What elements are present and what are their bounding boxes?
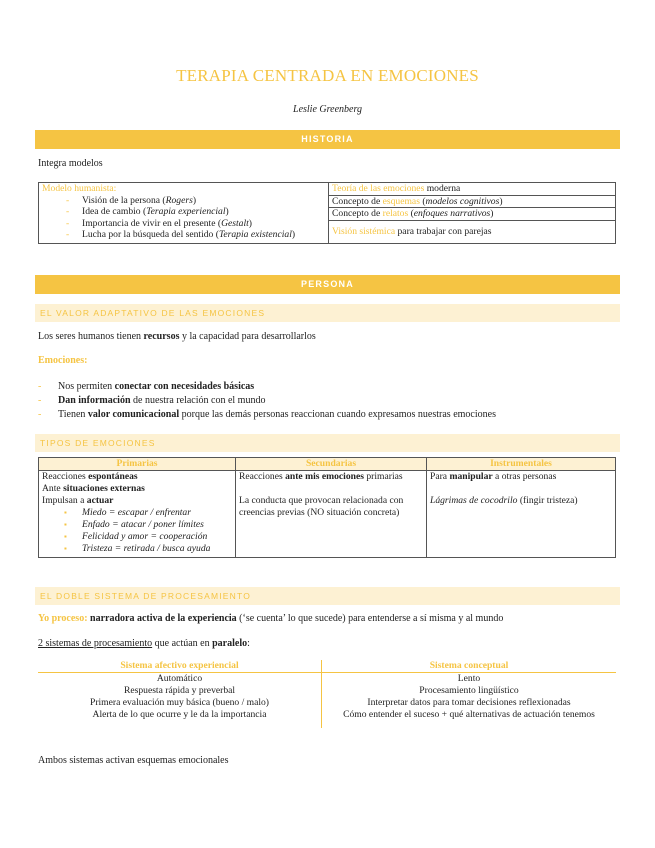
- humanista-item: - Visión de la persona (Rogers): [42, 195, 325, 207]
- right-cell: Teoría de las emociones moderna: [329, 183, 616, 196]
- afectivo-column: Sistema afectivo experiencial Automático Respuesta rápida y preverbal Primera evaluación muy básica (bueno / malo) Alerta de lo que ocurre y le da la importancia: [38, 660, 321, 721]
- page-title: TERAPIA CENTRADA EN EMOCIONES: [176, 66, 479, 85]
- recursos-line: Los seres humanos tienen recursos y la capacidad para desarrollarlos: [38, 331, 316, 342]
- right-cell: Concepto de relatos (enfoques narrativos): [329, 208, 616, 221]
- primarias-cell: Reacciones espontáneas Ante situaciones externas Impulsan a actuar ▪ Miedo = escapar / enfrentar ▪ Enfado = atacar / poner límites ▪ Felicidad y amor = cooperación ▪ Tristeza = retirada / busca ayuda: [39, 471, 236, 558]
- emociones-label: Emociones:: [38, 355, 88, 366]
- primaria-item: ▪ Miedo = escapar / enfrentar: [42, 507, 232, 519]
- col-header-secundarias: Secundarias: [236, 458, 427, 471]
- conceptual-title: Sistema conceptual: [322, 660, 616, 673]
- emotion-types-table: [38, 457, 616, 558]
- models-table: [38, 182, 616, 244]
- section-bar-historia: HISTORIA: [35, 130, 620, 149]
- right-cell: Concepto de esquemas (modelos cognitivos): [329, 195, 616, 208]
- subheading-doble-sistema: EL DOBLE SISTEMA DE PROCESAMIENTO: [35, 587, 620, 605]
- col-header-instrumentales: Instrumentales: [427, 458, 616, 471]
- secundarias-cell: Reacciones ante mis emociones primarias La conducta que provocan relacionada con creencias previas (NO situación concreta): [236, 471, 427, 558]
- right-cell: Visión sistémica para trabajar con parejas: [329, 220, 616, 243]
- instrumentales-cell: Para manipular a otras personas Lágrimas de cocodrilo (fingir tristeza): [427, 471, 616, 558]
- humanista-item: - Importancia de vivir en el presente (Gestalt): [42, 218, 325, 230]
- humanista-title: Modelo humanista:: [42, 183, 117, 194]
- primaria-item: ▪ Felicidad y amor = cooperación: [42, 531, 232, 543]
- footer-note: Ambos sistemas activan esquemas emocionales: [38, 755, 229, 766]
- afectivo-title: Sistema afectivo experiencial: [38, 660, 321, 673]
- historia-intro: Integra modelos: [38, 158, 103, 169]
- primaria-item: ▪ Tristeza = retirada / busca ayuda: [42, 543, 232, 555]
- author: Leslie Greenberg: [293, 104, 362, 115]
- primaria-item: ▪ Enfado = atacar / poner límites: [42, 519, 232, 531]
- section-bar-persona: PERSONA: [35, 275, 620, 294]
- conceptual-column: Sistema conceptual Lento Procesamiento lingüístico Interpretar datos para tomar decisiones reflexionadas Cómo entender el suceso + qué alternativas de actuación tenemos: [322, 660, 616, 721]
- emociones-bullet: - Tienen valor comunicacional porque las demás personas reaccionan cuando expresamos nuestras emociones: [58, 409, 496, 420]
- humanista-item: - Idea de cambio (Terapia experiencial): [42, 206, 325, 218]
- dos-sistemas-line: 2 sistemas de procesamiento que actúan en paralelo:: [38, 638, 250, 649]
- yo-proceso-line: Yo proceso: narradora activa de la experiencia (‘se cuenta’ lo que sucede) para entenderse a sí misma y al mundo: [38, 613, 504, 624]
- subheading-valor-adaptativo: EL VALOR ADAPTATIVO DE LAS EMOCIONES: [35, 304, 620, 322]
- emociones-bullet: - Dan información de nuestra relación con el mundo: [58, 395, 265, 406]
- emociones-bullet: - Nos permiten conectar con necesidades básicas: [58, 381, 254, 392]
- col-header-primarias: Primarias: [39, 458, 236, 471]
- humanista-cell: [39, 183, 329, 244]
- subheading-tipos: TIPOS DE EMOCIONES: [35, 434, 620, 452]
- humanista-item: - Lucha por la búsqueda del sentido (Terapia existencial): [42, 229, 325, 241]
